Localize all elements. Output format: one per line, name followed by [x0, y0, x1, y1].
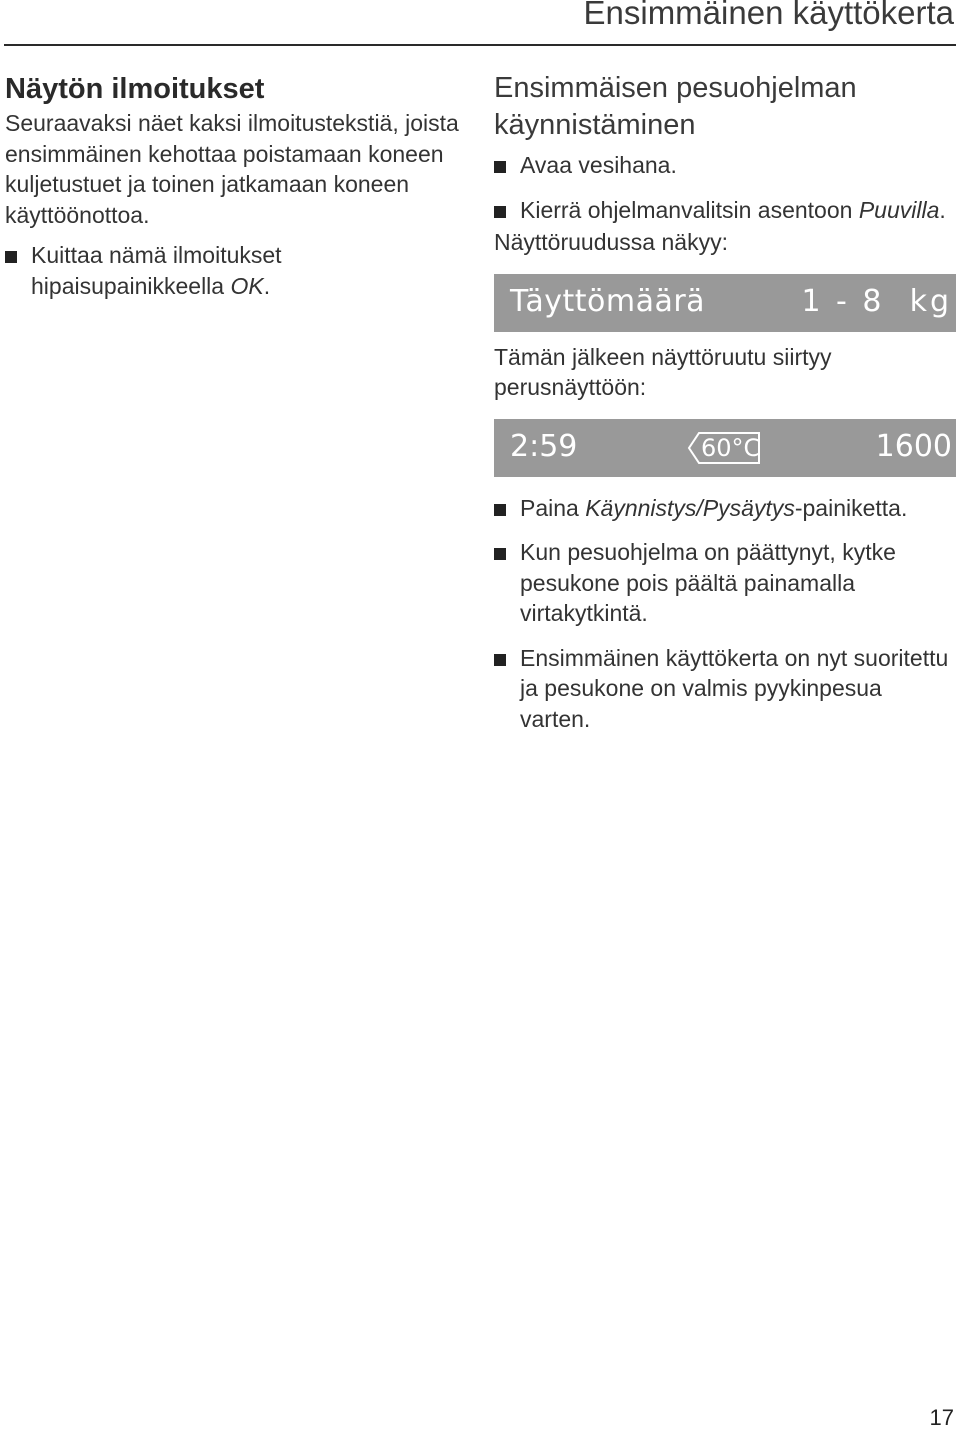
- bullet-item-complete: [494, 643, 956, 735]
- display-spin-speed: 1600: [875, 428, 952, 464]
- display-basic-screen: [494, 419, 956, 477]
- display-load-amount: [494, 274, 956, 332]
- square-bullet-icon: [494, 161, 506, 173]
- bullet-text: Kierrä ohjelmanvalitsin asentoon: [520, 196, 859, 223]
- bullet-item-open-tap: [494, 150, 956, 181]
- right-column: [494, 70, 956, 734]
- bullet-item-acknowledge: [5, 240, 467, 301]
- bullet-item-switch-off: [494, 537, 956, 629]
- display-load-value: 1 - 8 kg: [801, 283, 952, 319]
- square-bullet-icon: [494, 548, 506, 560]
- square-bullet-icon: [494, 504, 506, 516]
- bullet-text-end: .: [939, 196, 946, 223]
- temperature-arrow-icon: [687, 431, 761, 465]
- display-intro-text-2: Tämän jälkeen näyttöruutu siirtyy perusnäyttöön:: [494, 343, 832, 400]
- page-number: 17: [929, 1405, 954, 1430]
- display-temperature: 60°C: [701, 433, 761, 462]
- bullet-italic: Puuvilla: [858, 196, 940, 223]
- bullet-text: Avaa vesihana.: [520, 152, 677, 178]
- bullet-text-end: -painiketta.: [794, 494, 908, 521]
- section-heading-display-messages: Näytön ilmoitukset: [5, 73, 265, 105]
- bullet-text: Kun pesuohjelma on päättynyt, kytke pesukone pois päältä painamalla virtakytkintä.: [520, 539, 896, 626]
- intro-paragraph: Seuraavaksi näet kaksi ilmoitustekstiä, joista ensimmäinen kehottaa poistamaan koneen kuljetustuet ja toinen jatkamaan koneen käyttöönottoa.: [5, 110, 459, 228]
- bullet-text: Ensimmäinen käyttökerta on nyt suoritettu ja pesukone on valmis pyykinpesua varten.: [520, 644, 949, 732]
- page-header-title: Ensimmäinen käyttökerta: [583, 0, 954, 31]
- bullet-item-program-selector: [494, 195, 956, 226]
- bullet-item-start-button: [494, 493, 956, 524]
- bullet-text: Kuittaa nämä ilmoitukset hipaisupainikkeella: [31, 242, 282, 299]
- display-time: 2:59: [510, 428, 578, 464]
- bullet-italic: OK: [230, 272, 264, 299]
- header-divider: [4, 44, 956, 46]
- square-bullet-icon: [5, 251, 17, 263]
- display-intro-text: Näyttöruudussa näkyy:: [494, 229, 728, 255]
- display-load-label: Täyttömäärä: [510, 283, 706, 319]
- square-bullet-icon: [494, 206, 506, 218]
- square-bullet-icon: [494, 654, 506, 666]
- bullet-italic: Käynnistys/Pysäytys: [585, 494, 795, 521]
- bullet-text-end: .: [263, 272, 271, 299]
- section-heading-first-program: Ensimmäisen pesuohjelman käynnistäminen: [494, 72, 857, 141]
- bullet-text: Paina: [520, 494, 586, 521]
- left-column: [5, 70, 467, 301]
